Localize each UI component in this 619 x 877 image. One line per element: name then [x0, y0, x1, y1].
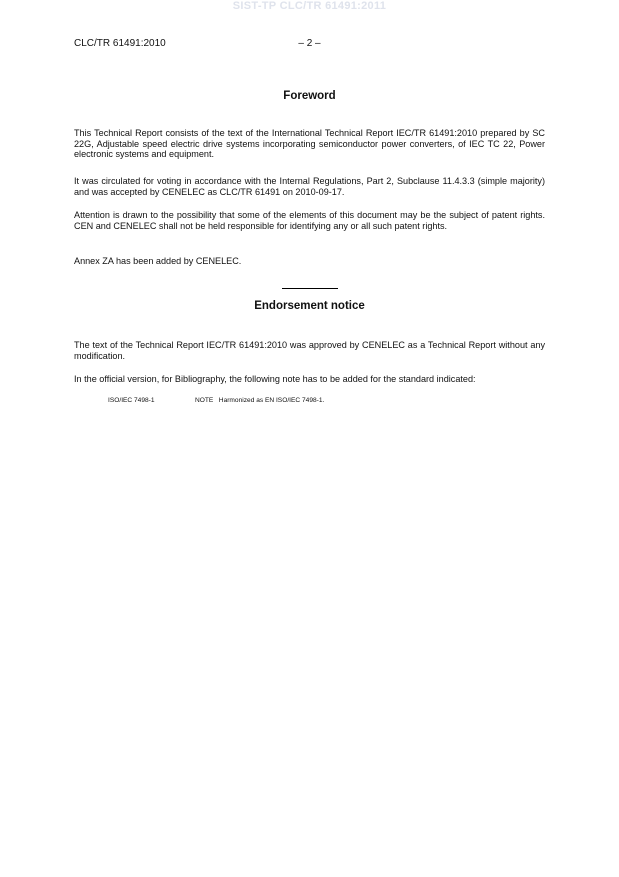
foreword-paragraph: Attention is drawn to the possibility that some of the elements of this document may be the subject of patent rights. CEN and CENELEC shall not be held responsible for identifying any or all such patent rights. [74, 210, 545, 231]
endorsement-paragraph: In the official version, for Bibliography, the following note has to be added for the standard indicated: [74, 374, 476, 384]
section-divider [282, 288, 338, 289]
watermark: SIST-TP CLC/TR 61491:2011 [232, 0, 387, 12]
foreword-title: Foreword [283, 90, 336, 102]
endorsement-title: Endorsement notice [254, 300, 365, 312]
note-text: NOTE Harmonized as EN ISO/IEC 7498-1. [195, 397, 325, 404]
note-standard: ISO/IEC 7498-1 [108, 397, 155, 404]
document-id: CLC/TR 61491:2010 [74, 38, 166, 49]
foreword-paragraph: This Technical Report consists of the text of the International Technical Report IEC/TR 61491:2010 prepared by SC 22G, Adjustable speed electric drive systems incorporating semiconductor power converters, of IEC TC 22, Power electronic systems and equipment. [74, 128, 545, 160]
foreword-paragraph: It was circulated for voting in accordance with the Internal Regulations, Part 2, Subclause 11.4.3.3 (simple majority) and was accepted by CENELEC as CLC/TR 61491 on 2010-09-17. [74, 176, 545, 197]
foreword-paragraph: Annex ZA has been added by CENELEC. [74, 256, 242, 266]
page-number: – 2 – [298, 38, 321, 49]
endorsement-paragraph: The text of the Technical Report IEC/TR 61491:2010 was approved by CENELEC as a Technical Report without any modification. [74, 340, 545, 361]
